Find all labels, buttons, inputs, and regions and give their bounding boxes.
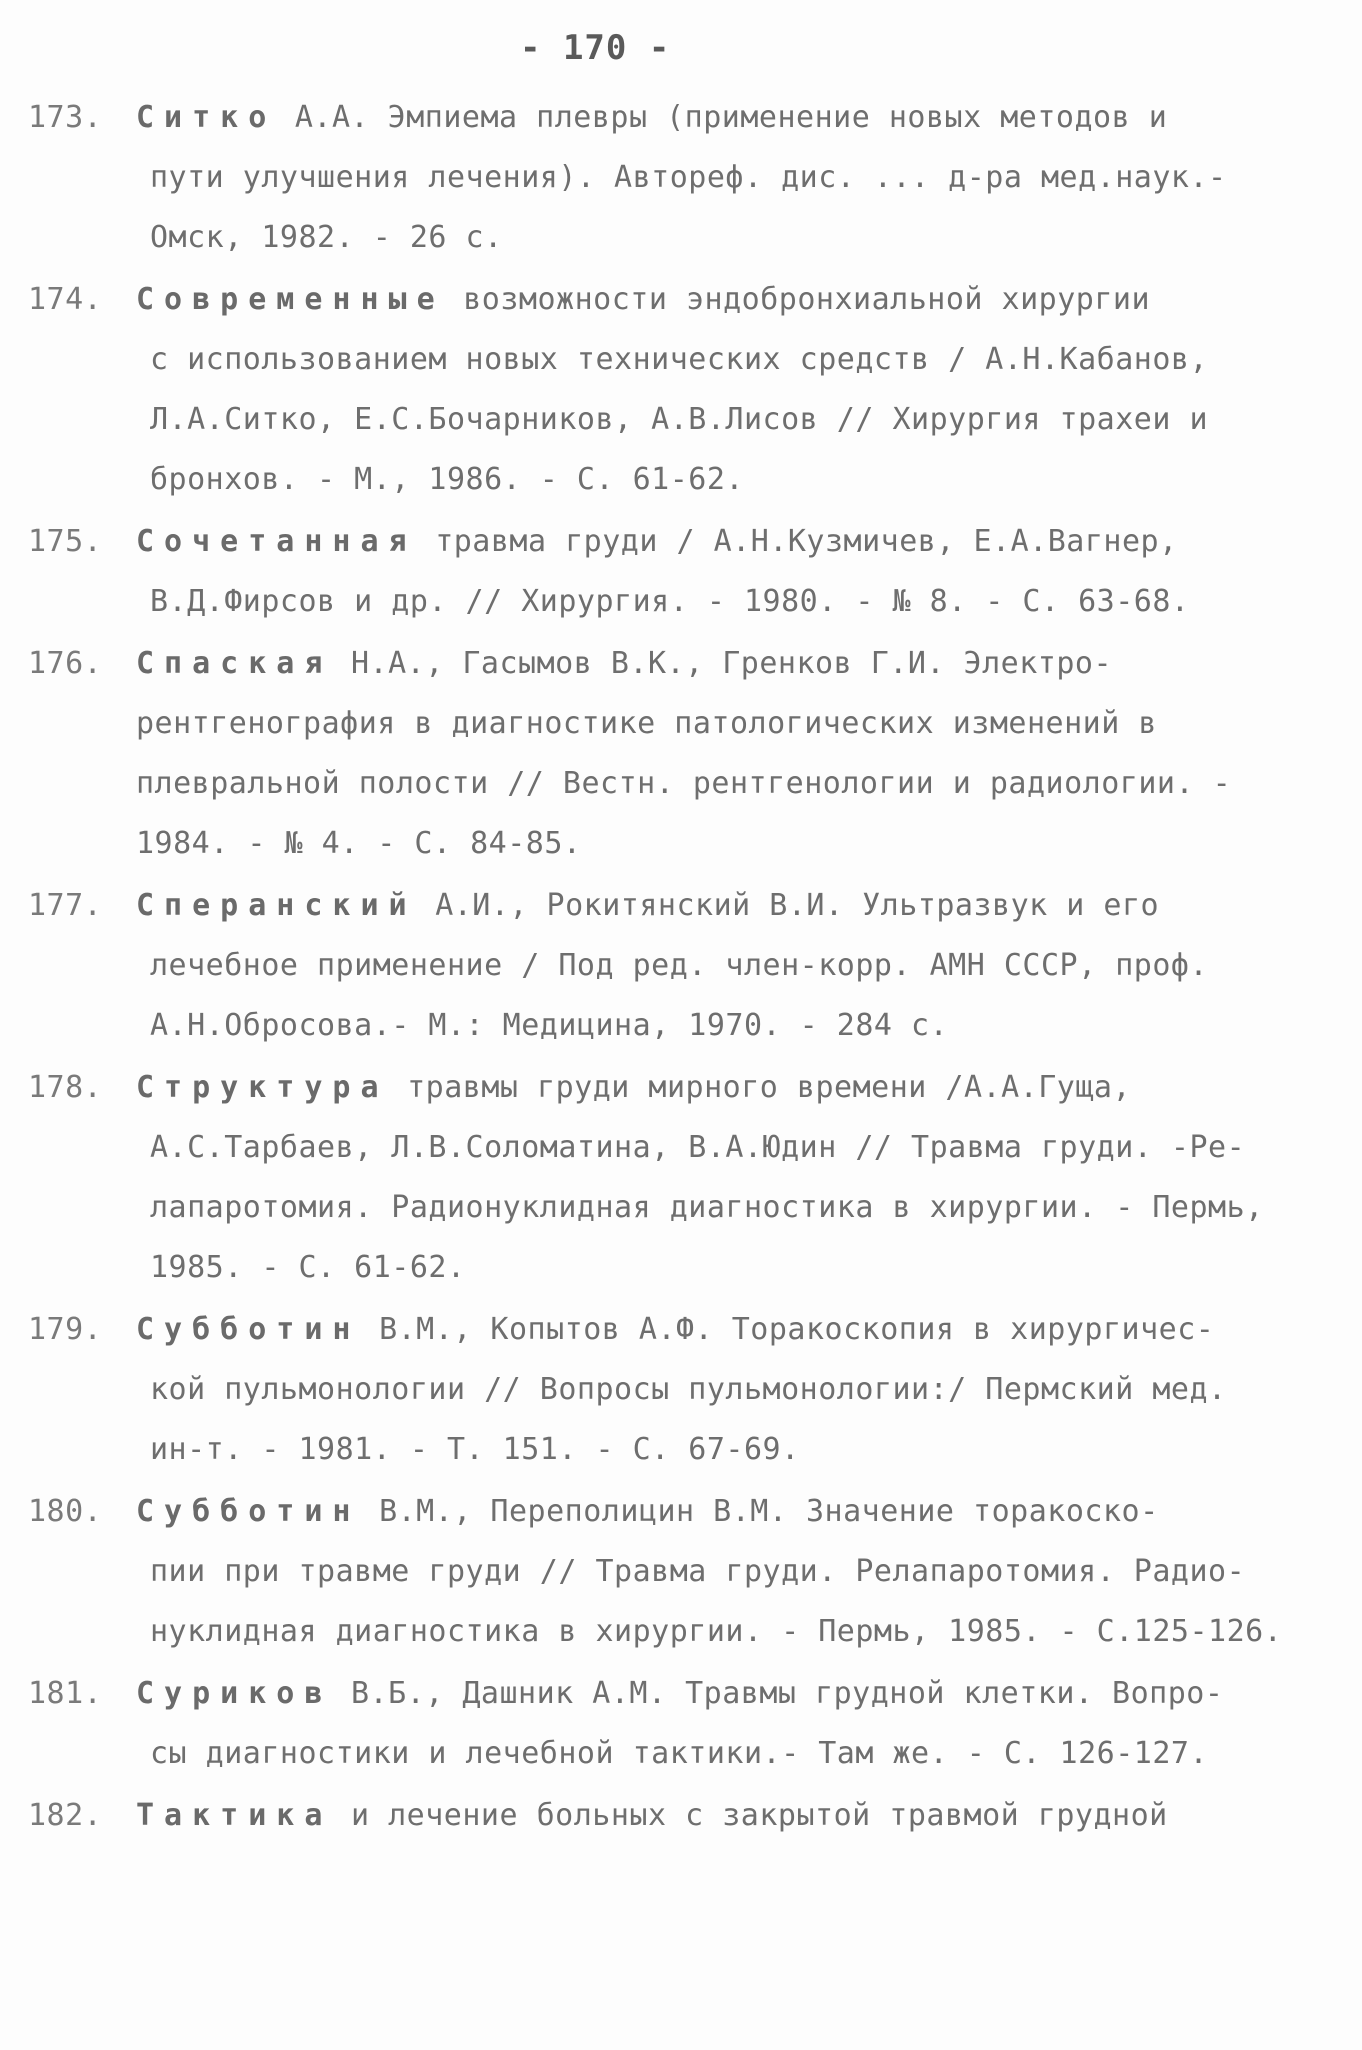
entry-first-line bbox=[0, 1786, 1362, 1846]
entry-first-line bbox=[0, 1482, 1362, 1542]
bibliography-entry-173 bbox=[0, 88, 1362, 268]
bibliography-entry-175 bbox=[0, 512, 1362, 632]
entry-lead-word: Ситко bbox=[136, 100, 277, 135]
entry-line: пии при травме груди // Травма груди. Релапаротомия. Радио- bbox=[150, 1554, 1246, 1589]
entry-line: 1985. - С. 61-62. bbox=[150, 1250, 466, 1285]
bibliography-entry-176 bbox=[0, 634, 1362, 874]
entry-lead-word: Тактика bbox=[136, 1798, 333, 1833]
bibliography-entry-179 bbox=[0, 1300, 1362, 1480]
entry-number: 176. bbox=[28, 646, 103, 681]
entry-text: А.И., Рокитянский В.И. Ультразвук и его bbox=[435, 888, 1160, 923]
entry-first-line bbox=[0, 876, 1362, 936]
entry-text: травма груди / А.Н.Кузмичев, Е.А.Вагнер, bbox=[435, 524, 1178, 559]
entry-lead-word: Субботин bbox=[136, 1494, 361, 1529]
entry-line: бронхов. - М., 1986. - С. 61-62. bbox=[150, 462, 744, 497]
bibliography-entry-182 bbox=[0, 1786, 1362, 1846]
entry-line: лапаротомия. Радионуклидная диагностика в хирургии. - Пермь, bbox=[150, 1190, 1264, 1225]
entry-text: Н.А., Гасымов В.К., Гренков Г.И. Электро- bbox=[351, 646, 1113, 681]
entry-line: кой пульмонологии // Вопросы пульмонологии:/ Пермский мед. bbox=[150, 1372, 1227, 1407]
entry-lead-word: Сочетанная bbox=[136, 524, 417, 559]
bibliography-list bbox=[0, 88, 1362, 1846]
entry-number: 174. bbox=[28, 282, 103, 317]
entry-text: В.Б., Дашник А.М. Травмы грудной клетки. Вопро- bbox=[351, 1676, 1224, 1711]
bibliography-entry-177 bbox=[0, 876, 1362, 1056]
bibliography-entry-174 bbox=[0, 270, 1362, 510]
entry-line: рентгенография в диагностике патологических изменений в bbox=[136, 706, 1157, 741]
entry-lead-word: Сперанский bbox=[136, 888, 417, 923]
entry-text: возможности эндобронхиальной хирургии bbox=[463, 282, 1151, 317]
entry-lead-word: Спаская bbox=[136, 646, 333, 681]
bibliography-entry-180 bbox=[0, 1482, 1362, 1662]
entry-lead-word: Субботин bbox=[136, 1312, 361, 1347]
entry-text: травмы груди мирного времени /А.А.Гуща, bbox=[407, 1070, 1132, 1105]
entry-number: 175. bbox=[28, 524, 103, 559]
entry-number: 182. bbox=[28, 1798, 103, 1833]
entry-line: 1984. - № 4. - С. 84-85. bbox=[136, 826, 582, 861]
entry-line: сы диагностики и лечебной тактики.- Там же. - С. 126-127. bbox=[150, 1736, 1209, 1771]
entry-number: 181. bbox=[28, 1676, 103, 1711]
entry-number: 180. bbox=[28, 1494, 103, 1529]
entry-line: А.Н.Обросова.- М.: Медицина, 1970. - 284 с. bbox=[150, 1008, 949, 1043]
entry-number: 173. bbox=[28, 100, 103, 135]
entry-line: А.С.Тарбаев, Л.В.Соломатина, В.А.Юдин // Травма груди. -Ре- bbox=[150, 1130, 1246, 1165]
entry-first-line bbox=[0, 1300, 1362, 1360]
entry-first-line bbox=[0, 1058, 1362, 1118]
entry-lead-word: Структура bbox=[136, 1070, 389, 1105]
entry-line: Омск, 1982. - 26 с. bbox=[150, 220, 503, 255]
entry-lead-word: Суриков bbox=[136, 1676, 333, 1711]
entry-text: В.М., Переполицин В.М. Значение торакоско- bbox=[379, 1494, 1159, 1529]
entry-first-line bbox=[0, 634, 1362, 694]
entry-text: А.А. Эмпиема плевры (применение новых методов и bbox=[294, 100, 1168, 135]
entry-line: с использованием новых технических средств / А.Н.Кабанов, bbox=[150, 342, 1209, 377]
entry-line: ин-т. - 1981. - Т. 151. - С. 67-69. bbox=[150, 1432, 800, 1467]
bibliography-entry-181 bbox=[0, 1664, 1362, 1784]
bibliography-entry-178 bbox=[0, 1058, 1362, 1298]
page-number: - 170 - bbox=[520, 28, 671, 68]
entry-line: Л.А.Ситко, Е.С.Бочарников, А.В.Лисов // Хирургия трахеи и bbox=[150, 402, 1209, 437]
entry-line: нуклидная диагностика в хирургии. - Пермь, 1985. - С.125-126. bbox=[150, 1614, 1283, 1649]
entry-first-line bbox=[0, 1664, 1362, 1724]
entry-text: В.М., Копытов А.Ф. Торакоскопия в хирургичес- bbox=[379, 1312, 1215, 1347]
entry-line: пути улучшения лечения). Автореф. дис. ... д-ра мед.наук.- bbox=[150, 160, 1227, 195]
entry-line: плевральной полости // Вестн. рентгенологии и радиологии. - bbox=[136, 766, 1232, 801]
entry-line: лечебное применение / Под ред. член-корр. АМН СССР, проф. bbox=[150, 948, 1209, 983]
entry-number: 178. bbox=[28, 1070, 103, 1105]
entry-line: В.Д.Фирсов и др. // Хирургия. - 1980. - № 8. - С. 63-68. bbox=[150, 584, 1190, 619]
entry-first-line bbox=[0, 512, 1362, 572]
entry-lead-word: Современные bbox=[136, 282, 445, 317]
entry-first-line bbox=[0, 270, 1362, 330]
entry-number: 179. bbox=[28, 1312, 103, 1347]
entry-first-line bbox=[0, 88, 1362, 148]
entry-text: и лечение больных с закрытой травмой грудной bbox=[351, 1798, 1168, 1833]
entry-number: 177. bbox=[28, 888, 103, 923]
